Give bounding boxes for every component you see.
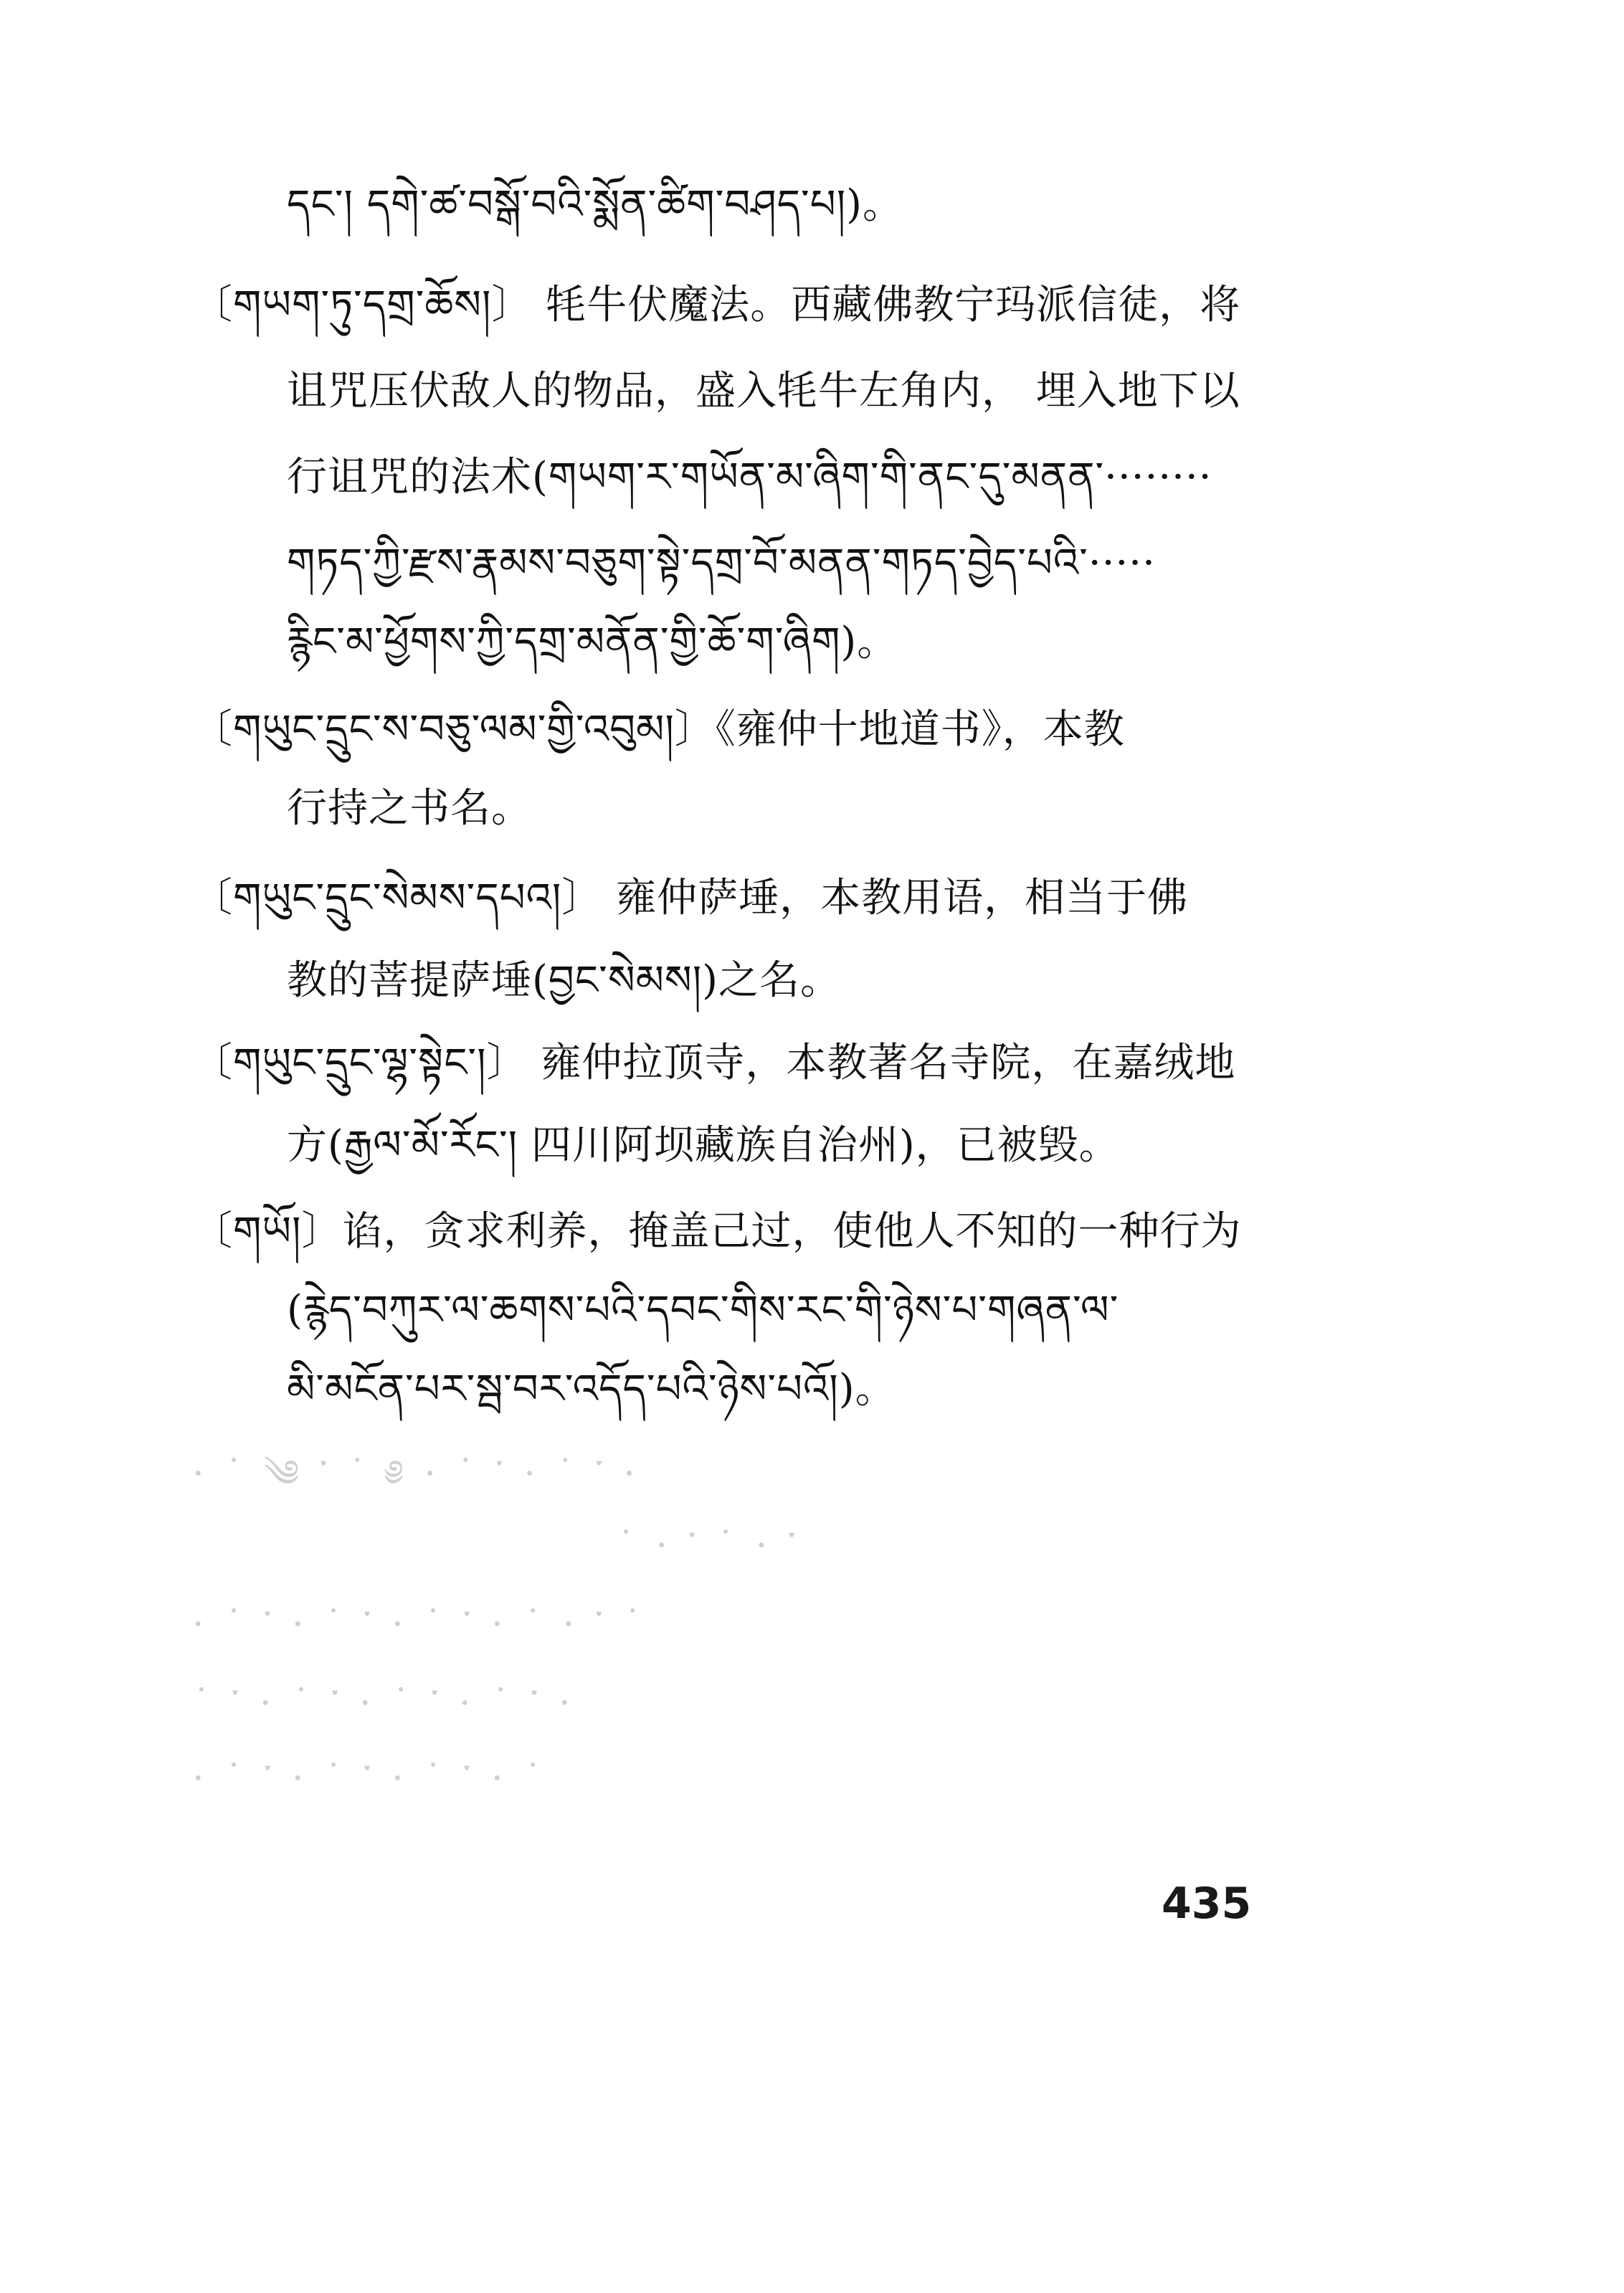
bleed-through-text: ˙ ་ · ˙ ་ · ˙ ་ · ˙ ་ · [192,1682,575,1725]
entry-yungdrung-lhateng-line-2: 方(རྒྱལ་མོ་རོང་། 四川阿坝藏族自治州)，已被毁。 [287,1122,1120,1169]
entry-yungdrung-ten-grounds-line-1: 〔གཡུང་དྲུང་ས་བཅུ་ལམ་གྱི་འབུམ།〕《雍仲十地道书》，本教 [192,706,1125,753]
text-line-1: དང་། དགེ་ཚ་བསྒོ་བའི་སྨོན་ཚིག་བཤད་པ།)。 [287,181,903,228]
entry-yak-magic-line-1: 〔གཡག་ཏུ་དགྲ་ཆོས།〕 牦牛伏魔法。西藏佛教宁玛派信徒，将 [192,282,1241,328]
entry-yak-magic-line-4: གཏད་ཀྱི་རྫས་རྣམས་བཅུག་སྟེ་དགྲ་བོ་མནན་གཏད་བྱེད་པའི་····· [287,540,1156,587]
page-number: 435 [1162,1879,1252,1929]
entry-flattery-line-3: མི་མངོན་པར་སྦ་བར་འདོད་པའི་ཉེས་པའོ།)。 [287,1366,896,1413]
entry-yungdrung-sattva-line-2: 教的菩提萨埵(བྱང་སེམས།)之名。 [287,957,842,1004]
bleed-through-text: · ˙ ་ · ˙ ་ · ˙ ་ · ˙ [192,1757,547,1800]
entry-yungdrung-ten-grounds-line-2: 行持之书名。 [287,785,532,832]
bleed-through-text: ˙ · ་ ˙ · ་ [617,1524,800,1567]
entry-yungdrung-sattva-line-1: 〔གཡུང་དྲུང་སེམས་དཔའ།〕 雍仲萨埵，本教用语，相当于佛 [192,875,1189,921]
bleed-through-text: · ˙ ༄ ་ ˙ ༅ · ˙ ་ · ˙ ་ · [192,1453,640,1496]
entry-yungdrung-lhateng-line-1: 〔གཡུང་དྲུང་ལྷ་སྟེང་།〕 雍仲拉顶寺，本教著名寺院，在嘉绒地 [192,1040,1236,1086]
entry-flattery-line-2: (རྙེད་བཀུར་ལ་ཆགས་པའི་དབང་གིས་རང་གི་ཉེས་པ་གཞན་ལ་ [287,1287,1119,1334]
entry-yak-magic-line-2: 诅咒压伏敌人的物品，盛入牦牛左角内， 埋入地下以 [287,368,1240,414]
bleed-through-text: · ˙ ་ · ˙ ་ · ˙ ་ · ˙ · ་ ˙ [192,1603,647,1646]
entry-yak-magic-line-5: རྙིང་མ་ཕྱོགས་ཀྱི་དགྲ་མནོན་གྱི་ཆོ་ག་ཞིག)。 [287,619,898,665]
entry-flattery-line-1: 〔གཡོ།〕谄，贪求利养，掩盖己过，使他人不知的一种行为 [192,1208,1242,1255]
entry-yak-magic-line-3: 行诅咒的法术(གཡག་ར་གཡོན་མ་ཞིག་གི་ནང་དུ་མནན་········ [287,454,1212,500]
